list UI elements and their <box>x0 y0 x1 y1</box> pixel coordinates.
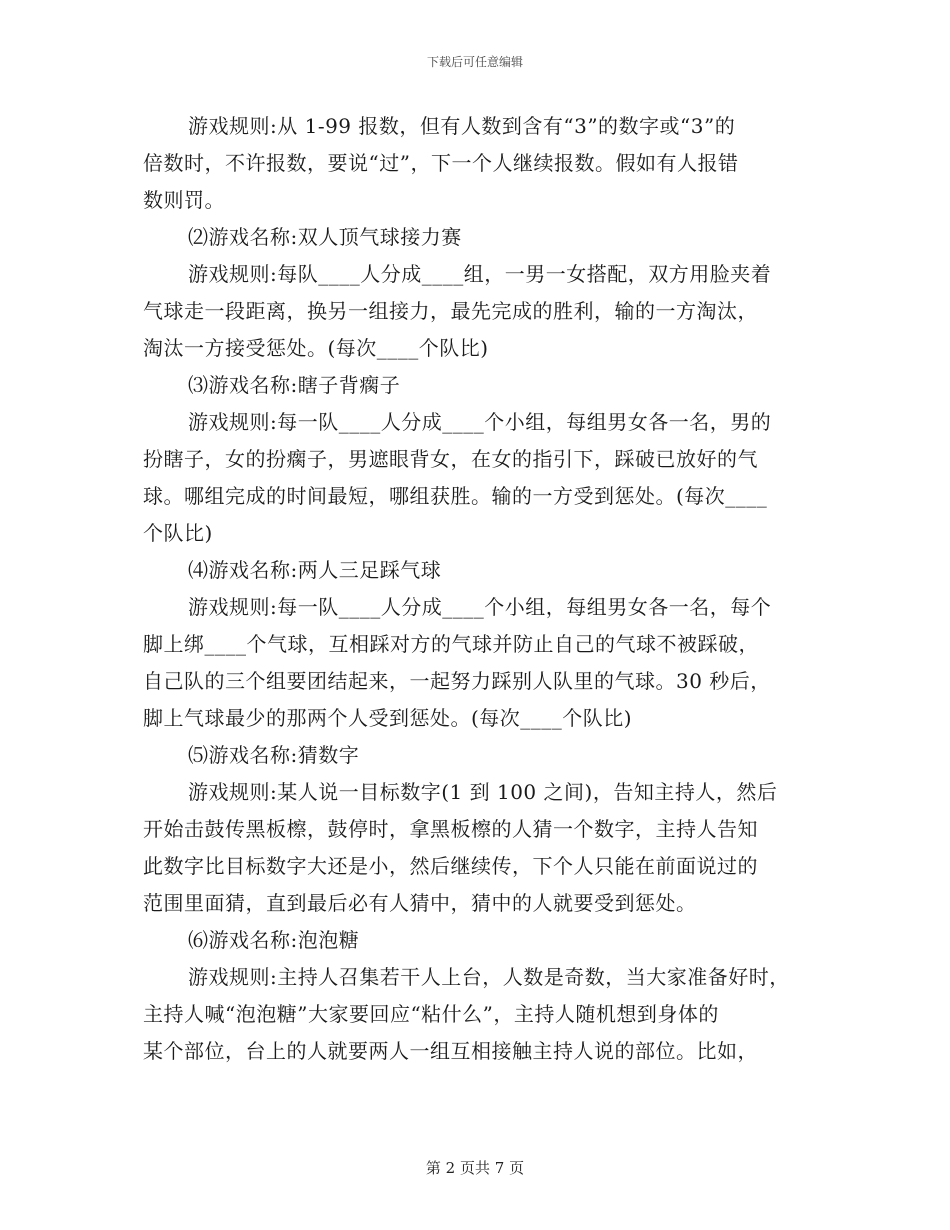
page-header: 下载后可任意编辑 <box>426 55 523 69</box>
page-footer: 第 2 页共 7 页 <box>425 1159 525 1177</box>
text-line: 范围里面猜，直到最后必有人猜中，猜中的人就要受到惩处。 <box>143 891 697 915</box>
document-body <box>143 108 811 1070</box>
text-line: 开始击鼓传黑板檫，鼓停时，拿黑板檫的人猜一个数字，主持人告知 <box>143 817 758 841</box>
text-line: 游戏规则:每一队____人分成____个小组，每组男女各一名，每个 <box>188 595 772 619</box>
text-line: 倍数时，不许报数，要说“过”，下一个人继续报数。假如有人报错 <box>143 151 739 175</box>
text-line: 游戏规则:主持人召集若干人上台，人数是奇数，当大家准备好时， <box>188 965 790 989</box>
text-line: ⑵游戏名称:双人顶气球接力赛 <box>188 225 462 249</box>
text-line: 脚上气球最少的那两个人受到惩处。(每次____个队比) <box>143 706 633 730</box>
text-line: 游戏规则:每一队____人分成____个小组，每组男女各一名，男的 <box>188 410 772 434</box>
text-line: ⑸游戏名称:猜数字 <box>188 743 360 767</box>
text-line: 淘汰一方接受惩处。(每次____个队比) <box>143 336 489 360</box>
text-line: 气球走一段距离，换另一组接力，最先完成的胜利，输的一方淘汰， <box>143 299 758 323</box>
text-line: 主持人喊“泡泡糖”大家要回应“粘什么”，主持人随机想到身体的 <box>143 1002 719 1026</box>
text-line: 游戏规则:每队____人分成____组，一男一女搭配，双方用脸夹着 <box>188 262 772 286</box>
text-line: 脚上绑____个气球，互相踩对方的气球并防止自己的气球不被踩破， <box>143 632 759 656</box>
text-line: 游戏规则:从 1-99 报数，但有人数到含有“3”的数字或“3”的 <box>188 114 736 138</box>
text-line: ⑶游戏名称:瞎子背瘸子 <box>188 373 401 397</box>
text-line: 自己队的三个组要团结起来，一起努力踩别人队里的气球。30 秒后， <box>143 669 771 693</box>
text-line: 球。哪组完成的时间最短，哪组获胜。输的一方受到惩处。(每次____ <box>143 484 768 508</box>
text-line: 某个部位，台上的人就要两人一组互相接触主持人说的部位。比如， <box>143 1039 758 1063</box>
text-line: 扮瞎子，女的扮瘸子，男遮眼背女，在女的指引下，踩破已放好的气 <box>143 447 758 471</box>
text-line: ⑷游戏名称:两人三足踩气球 <box>188 558 442 582</box>
text-line: 数则罚。 <box>143 188 225 212</box>
text-line: 个队比) <box>143 521 213 545</box>
text-line: ⑹游戏名称:泡泡糖 <box>188 928 360 952</box>
text-line: 此数字比目标数字大还是小，然后继续传，下个人只能在前面说过的 <box>143 854 758 878</box>
text-line: 游戏规则:某人说一目标数字(1 到 100 之间)，告知主持人，然后 <box>188 780 778 804</box>
